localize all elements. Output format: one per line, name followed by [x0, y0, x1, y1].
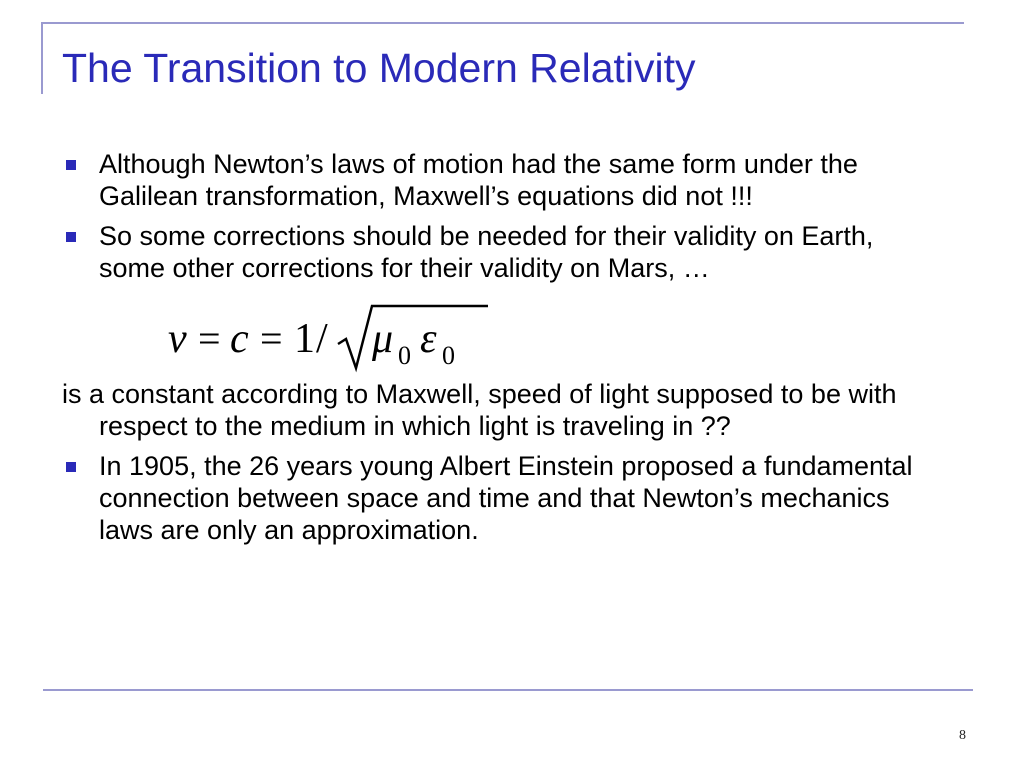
bullet-item-3: [62, 450, 942, 546]
formula-c: c: [230, 316, 249, 362]
frame-left-line: [41, 22, 43, 94]
bullet-text-3: In 1905, the 26 years young Albert Einstein proposed a fundamental connection between space and time and that Newton’s mechanics laws are only an approximation.: [99, 451, 913, 545]
bullet-text-2: So some corrections should be needed for their validity on Earth, some other corrections for their validity on Mars, …: [99, 221, 874, 283]
formula-epsilon-subscript: 0: [442, 341, 455, 370]
slide-title: The Transition to Modern Relativity: [62, 45, 696, 91]
bullet-text-1: Although Newton’s laws of motion had the same form under the Galilean transformation, Maxwell’s equations did not !!!: [99, 149, 858, 211]
formula-mu: μ: [372, 316, 394, 362]
square-bullet-icon: [66, 160, 76, 170]
slide-content: [62, 148, 942, 554]
formula-one: 1: [294, 316, 315, 362]
speed-of-light-formula: [62, 290, 942, 374]
page-number: 8: [959, 728, 966, 743]
square-bullet-icon: [66, 232, 76, 242]
bullet-item-2: [62, 220, 942, 284]
bullet-item-1: [62, 148, 942, 212]
formula-graphic: [166, 294, 506, 374]
formula-epsilon: ε: [420, 316, 437, 362]
square-bullet-icon: [66, 462, 76, 472]
formula-equals-1: =: [198, 316, 221, 361]
formula-mu-subscript: 0: [398, 341, 411, 370]
formula-equals-2: =: [260, 316, 283, 361]
frame-bottom-line: [43, 689, 973, 691]
square-root-icon: [338, 306, 488, 368]
constant-explanation-paragraph: is a constant according to Maxwell, speed of light supposed to be with respect to the medium in which light is traveling in ??: [62, 379, 897, 441]
frame-top-line: [41, 22, 964, 24]
formula-v: v: [168, 316, 187, 362]
formula-slash: /: [316, 316, 328, 362]
